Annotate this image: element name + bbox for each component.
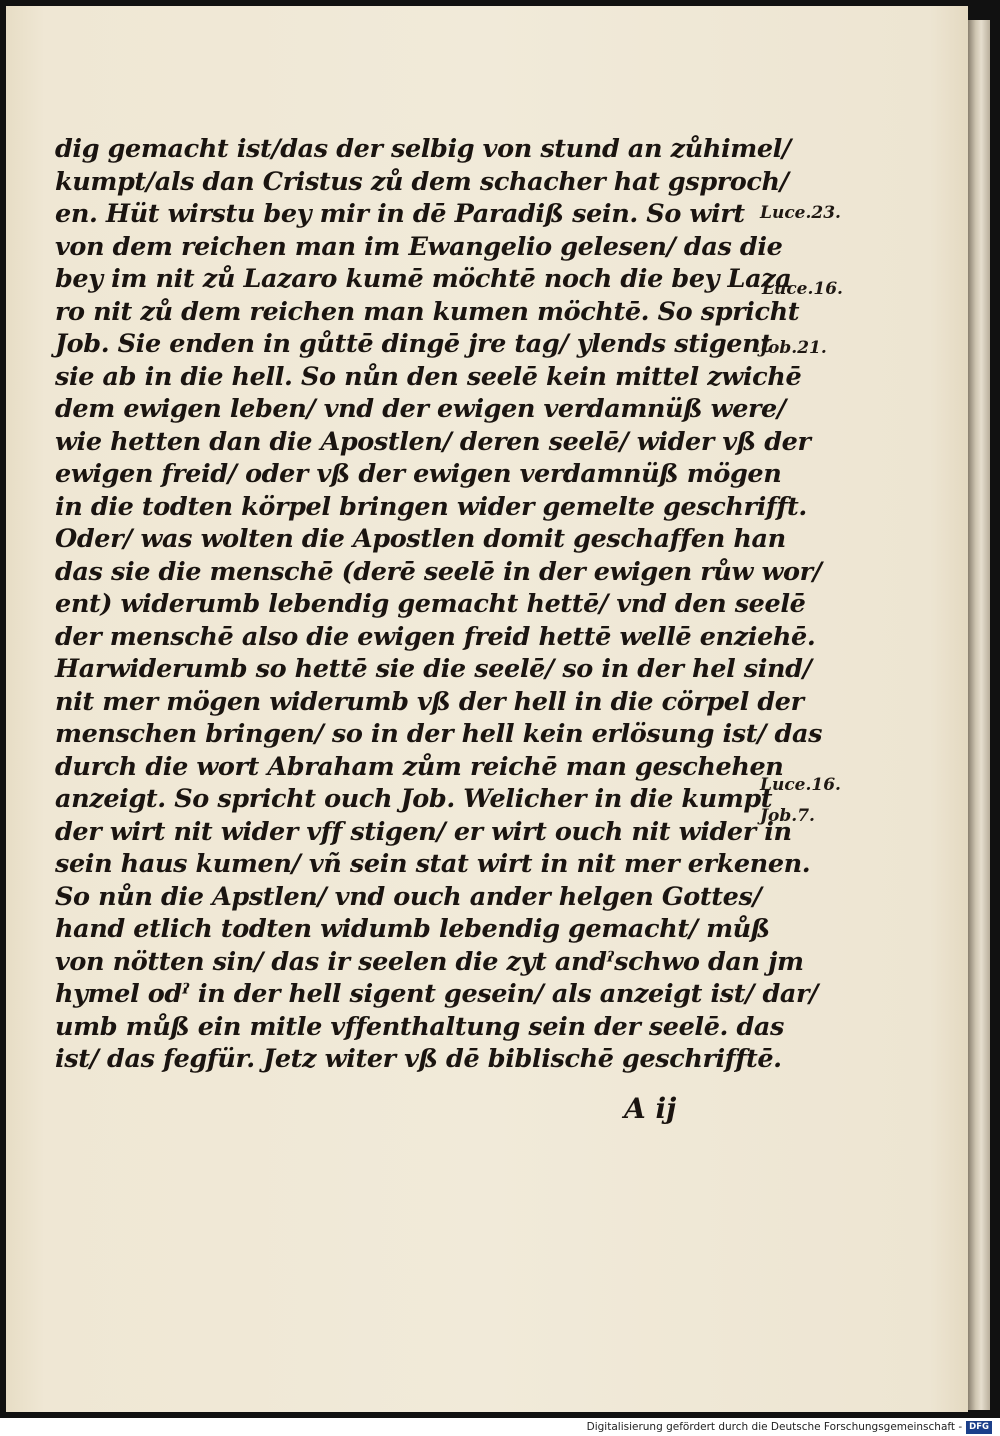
text-line: hymel odˀ in der hell sigent gesein/ als anzeigt ist/ dar/ bbox=[55, 979, 818, 1009]
marginal-note-job-7: Job.7. bbox=[760, 806, 815, 826]
text-line: von dem reichen man im Ewangelio gelesen/ das die bbox=[55, 231, 783, 262]
text-line: Job. Sie enden in gůttē dingē jre tag/ ylends stigent bbox=[55, 329, 772, 359]
text-line: umb můß ein mitle vffenthaltung sein der seelē. das bbox=[55, 1011, 785, 1042]
signature-mark: A ij bbox=[624, 1092, 677, 1125]
marginal-note-luke-16-second: Luce.16. bbox=[760, 775, 841, 795]
text-line: durch die wort Abraham zům reichē man geschehen bbox=[55, 751, 784, 782]
text-line: Harwiderumb so hettē sie die seelē/ so in der hel sind/ bbox=[55, 654, 812, 684]
text-line: in die todten körpel bringen wider gemelte geschrifft. bbox=[55, 491, 807, 522]
marginal-note-luke-16: Luce.16. bbox=[762, 279, 843, 299]
text-line: anzeigt. So spricht ouch Job. Welicher in die kumpt bbox=[55, 784, 773, 814]
text-line: ent) widerumb lebendig gemacht hettē/ vnd den seelē bbox=[55, 589, 806, 619]
text-line: ro nit zů dem reichen man kumen möchtē. So spricht bbox=[55, 296, 800, 327]
text-line: dig gemacht ist/das der selbig von stund an zůhimel/ bbox=[55, 134, 791, 164]
text-line: Oder/ was wolten die Apostlen domit geschaffen han bbox=[55, 524, 786, 554]
text-line: So nůn die Apstlen/ vnd ouch ander helgen Gottes/ bbox=[55, 881, 762, 912]
text-line: sein haus kumen/ vñ sein stat wirt in nit mer erkenen. bbox=[55, 849, 811, 879]
digitization-footer bbox=[587, 1420, 992, 1434]
text-line: wie hetten dan die Apostlen/ deren seelē/ wider vß der bbox=[55, 426, 811, 457]
text-line: kumpt/als dan Cristus zů dem schacher hat gsproch/ bbox=[55, 166, 789, 197]
text-line: hand etlich todten widumb lebendig gemacht/ můß bbox=[55, 914, 770, 944]
text-line: nit mer mögen widerumb vß der hell in die cörpel der bbox=[55, 686, 804, 717]
text-line: das sie die menschē (derē seelē in der ewigen růw wor/ bbox=[55, 556, 822, 587]
text-line: en. Hüt wirstu bey mir in dē Paradiß sein. So wirt bbox=[55, 199, 745, 229]
dfg-logo: DFG bbox=[966, 1421, 992, 1434]
text-line: der wirt nit wider vff stigen/ er wirt ouch nit wider in bbox=[55, 816, 792, 847]
marginal-note-job-21: Job.21. bbox=[760, 338, 827, 358]
text-line: menschen bringen/ so in der hell kein erlösung ist/ das bbox=[55, 719, 823, 749]
text-line: ist/ das fegfür. Jetz witer vß dē biblischē geschrifftē. bbox=[55, 1044, 782, 1074]
footer-text: Digitalisierung gefördert durch die Deutsche Forschungsgemeinschaft - bbox=[586, 1421, 963, 1433]
text-line: dem ewigen leben/ vnd der ewigen verdamnüß were/ bbox=[55, 394, 786, 424]
page-edge bbox=[968, 20, 990, 1410]
text-line: der menschē also die ewigen freid hettē wellē enziehē. bbox=[55, 621, 816, 652]
text-line: sie ab in die hell. So nůn den seelē kein mittel zwichē bbox=[55, 361, 802, 392]
text-line: ewigen freid/ oder vß der ewigen verdamnüß mögen bbox=[55, 459, 782, 489]
text-line: von nötten sin/ das ir seelen die zyt andˀschwo dan jm bbox=[55, 946, 804, 977]
text-line: bey im nit zů Lazaro kumē möchtē noch die bey Laza bbox=[55, 264, 792, 294]
marginal-note-luke-23: Luce.23. bbox=[760, 203, 841, 223]
